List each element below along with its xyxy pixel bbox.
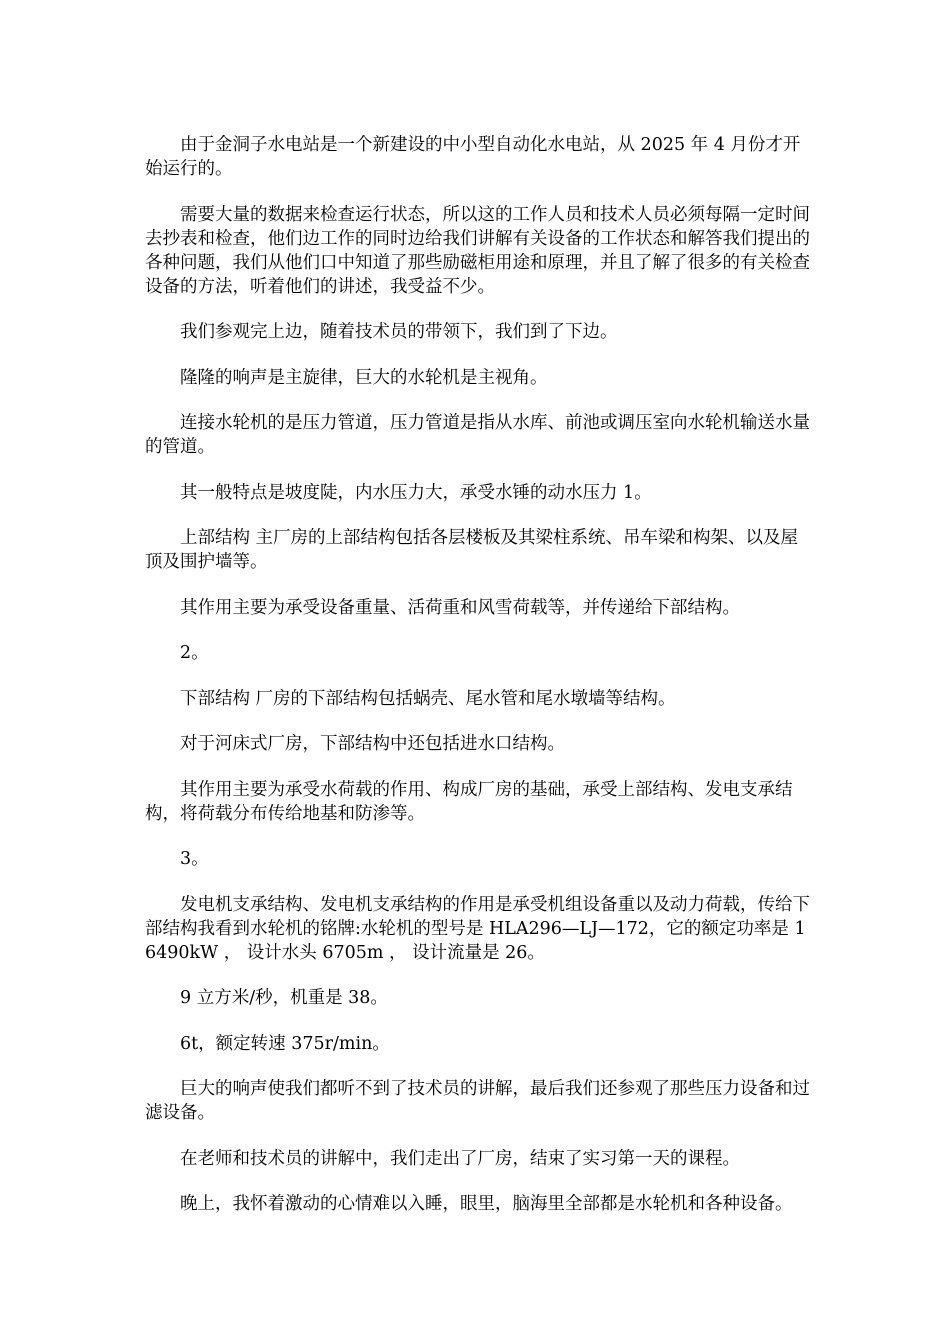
paragraph: 巨大的响声使我们都听不到了技术员的讲解，最后我们还参观了那些压力设备和过滤设备。	[145, 1079, 810, 1123]
paragraph: 其作用主要为承受设备重量、活荷重和风雪荷载等，并传递给下部结构。	[180, 597, 740, 618]
document-body	[145, 133, 810, 1238]
paragraph: 3。	[180, 849, 209, 869]
paragraph: 隆隆的响声是主旋律，巨大的水轮机是主视角。	[180, 367, 548, 388]
paragraph: 对于河床式厂房，下部结构中还包括进水口结构。	[180, 734, 565, 754]
paragraph: 由于金洞子水电站是一个新建设的中小型自动化水电站，从 2025 年 4 月份才开始运行的。	[145, 135, 801, 179]
paragraph: 其一般特点是坡度陡，内水压力大，承受水锤的动水压力 1。	[180, 482, 652, 503]
paragraph: 晚上，我怀着激动的心情难以入睡，眼里，脑海里全部都是水轮机和各种设备。	[180, 1194, 793, 1214]
paragraph: 下部结构 厂房的下部结构包括蜗壳、尾水管和尾水墩墙等结构。	[180, 688, 676, 709]
paragraph: 我们参观完上边，随着技术员的带领下，我们到了下边。	[180, 322, 618, 342]
paragraph: 发电机支承结构、发电机支承结构的作用是承受机组设备重以及动力荷载，传给下部结构我看到水轮机的铭牌:水轮机的型号是 HLA296—LJ—172，它的额定功率是 16490kW ， 设计水头 6705m ， 设计流量是 26。	[145, 894, 810, 963]
paragraph: 其作用主要为承受水荷载的作用、构成厂房的基础，承受上部结构、发电支承结构，将荷载分布传给地基和防渗等。	[145, 779, 793, 824]
paragraph: 6t，额定转速 375r/min。	[180, 1033, 390, 1054]
paragraph: 上部结构 主厂房的上部结构包括各层楼板及其梁柱系统、吊车梁和构架、以及屋顶及围护墙等。	[145, 528, 799, 572]
paragraph: 9 立方米/秒，机重是 38。	[180, 988, 388, 1008]
paragraph: 需要大量的数据来检查运行状态，所以这的工作人员和技术人员必须每隔一定时间去抄表和检查，他们边工作的同时边给我们讲解有关设备的工作状态和解答我们提出的各种问题，我们从他们口中知道了那些励磁柜用途和原理，并且了解了很多的有关检查设备的方法，听着他们的讲述，我受益不少。	[145, 204, 810, 297]
paragraph: 在老师和技术员的讲解中，我们走出了厂房，结束了实习第一天的课程。	[180, 1148, 740, 1169]
paragraph: 2。	[180, 643, 209, 663]
paragraph: 连接水轮机的是压力管道，压力管道是指从水库、前池或调压室向水轮机输送水量的管道。	[145, 413, 810, 457]
